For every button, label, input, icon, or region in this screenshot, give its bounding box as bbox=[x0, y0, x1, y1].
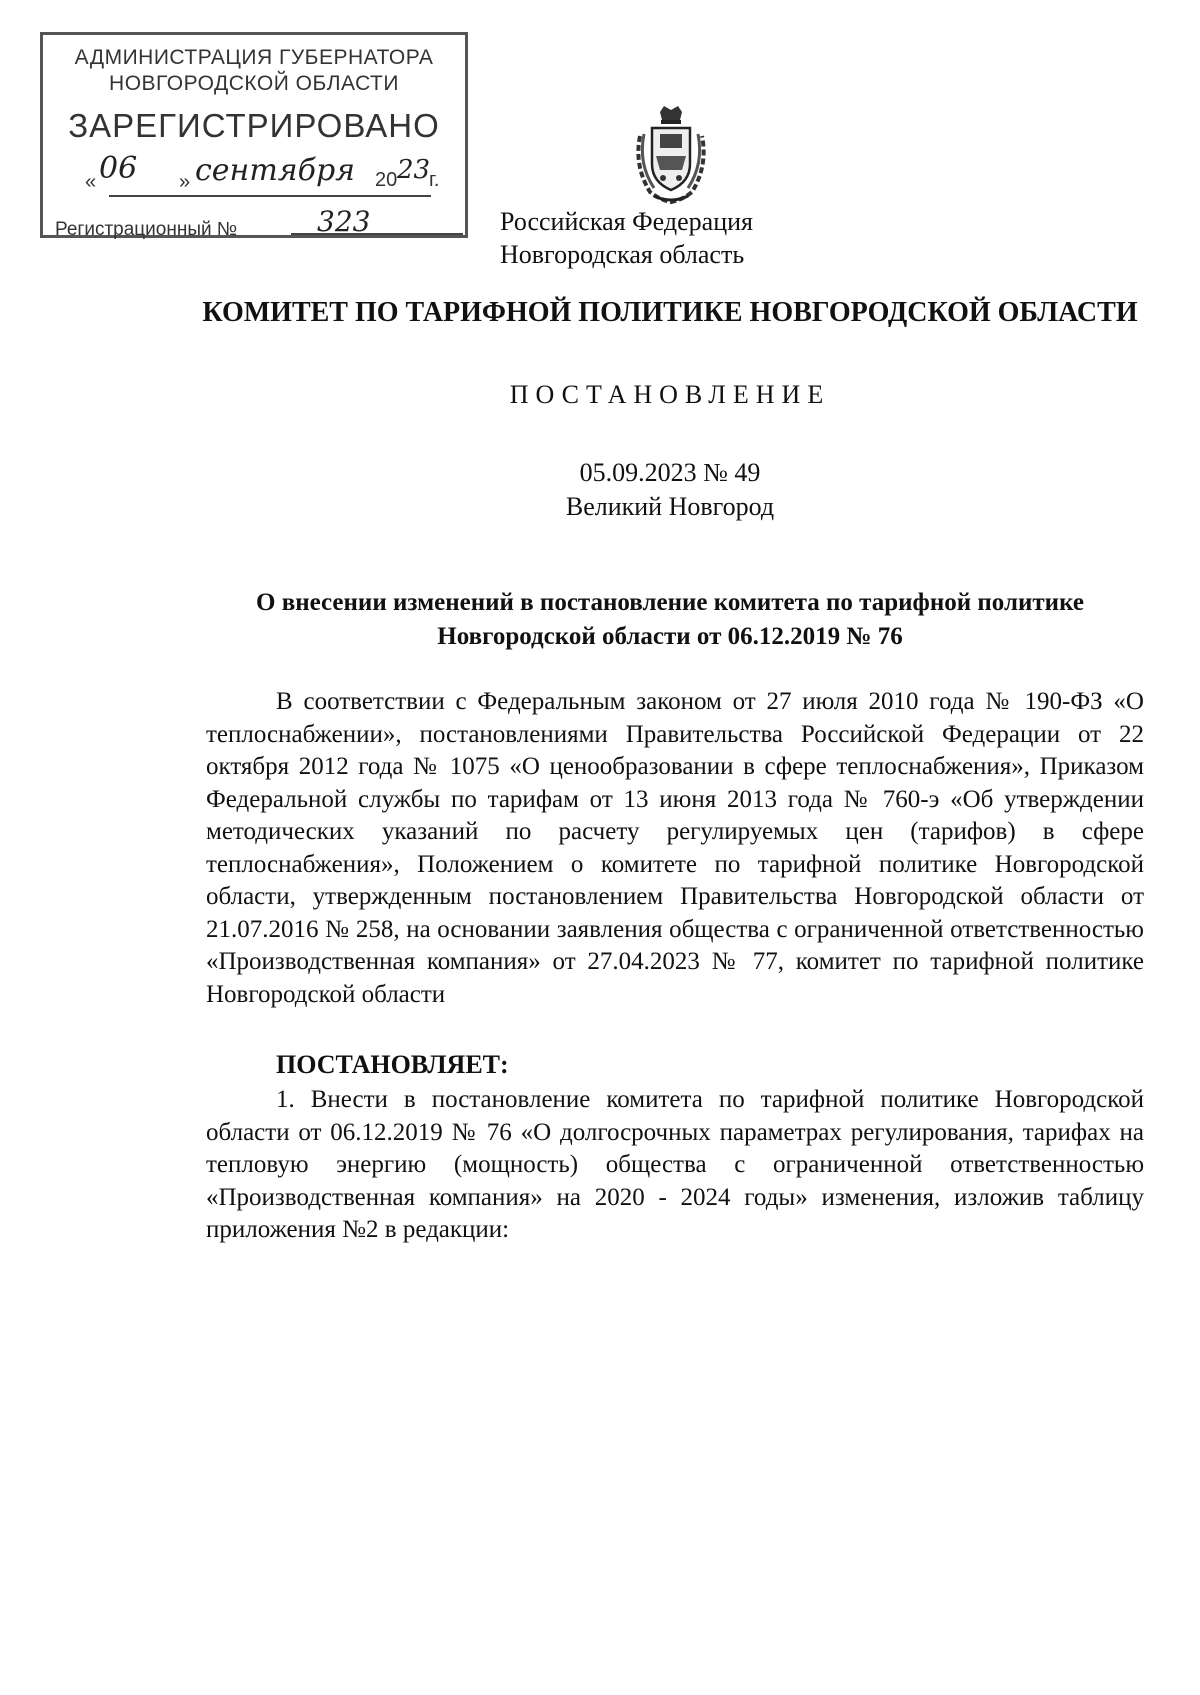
header-region: Новгородская область bbox=[500, 240, 745, 269]
stamp-date-month: сентября bbox=[195, 153, 356, 188]
stamp-org-line2: НОВГОРОДСКОЙ ОБЛАСТИ bbox=[109, 72, 399, 95]
paragraph-item-1: 1. Внести в постановление комитета по тарифной политике Новгородской области от 06.12.2019 № 76 «О долгосрочных параметрах регулирования, тарифах на тепловую энергию (мощность) общества с ограниченной ответственностью «Производственная компания» на 2020 - 2024 годы» изменения, изложив таблицу приложения №2 в редакции: bbox=[206, 1086, 1144, 1243]
paragraph-preamble: В соответствии с Федеральным законом от 27 июля 2010 года № 190-ФЗ «О теплоснабжении», постановлениями Правительства Российской Федерации от 22 октября 2012 года № 1075 «О ценообразовании в сфере теплоснабжения», Приказом Федеральной службы по тарифам от 13 июня 2013 года № 760-э «Об утверждении методических указаний по расчету регулируемых цен (тарифов) в сфере теплоснабжения», Положением о комитете по тарифной политике Новгородской области, утвержденным постановлением Правительства Новгородской области от 21.07.2016 № 258, на основании заявления общества с ограниченной ответственностью «Производственная компания» от 27.04.2023 № 77, комитет по тарифной политике Новгородской области bbox=[206, 688, 1144, 1008]
stamp-year-suffix: 23 bbox=[397, 155, 431, 185]
stamp-reg-underline bbox=[291, 233, 463, 235]
stamp-year-prefix: 20 bbox=[375, 169, 398, 191]
resolves-heading: ПОСТАНОВЛЯЕТ: bbox=[276, 1050, 509, 1079]
stamp-date: « 06 » сентября 20 23 г. bbox=[85, 151, 440, 193]
committee-title: КОМИТЕТ ПО ТАРИФНОЙ ПОЛИТИКЕ НОВГОРОДСКОЙ ОБЛАСТИ bbox=[202, 297, 1138, 328]
stamp-date-underline bbox=[109, 195, 431, 197]
header-country-block bbox=[500, 205, 850, 271]
coat-of-arms-icon bbox=[630, 106, 712, 204]
document-city: Великий Новгород bbox=[565, 492, 775, 521]
stamp-registered: ЗАРЕГИСТРИРОВАНО bbox=[68, 107, 440, 144]
stamp-date-day: 06 bbox=[99, 151, 138, 186]
stamp-reg-label: Регистрационный № bbox=[55, 219, 238, 240]
document-date-number: 05.09.2023 № 49 bbox=[579, 458, 761, 487]
document-type: ПОСТАНОВЛЕНИЕ bbox=[509, 380, 831, 409]
stamp-year-g: г. bbox=[429, 169, 440, 191]
header-country: Российская Федерация bbox=[500, 207, 753, 236]
document-subject: О внесении изменений в постановление комитета по тарифной политике Новгородской области от 06.12.2019 № 76 bbox=[256, 589, 1084, 650]
stamp-reg-number: 323 bbox=[317, 205, 371, 238]
registration-stamp bbox=[40, 32, 468, 238]
stamp-org-line1: АДМИНИСТРАЦИЯ ГУБЕРНАТОРА bbox=[74, 46, 434, 69]
